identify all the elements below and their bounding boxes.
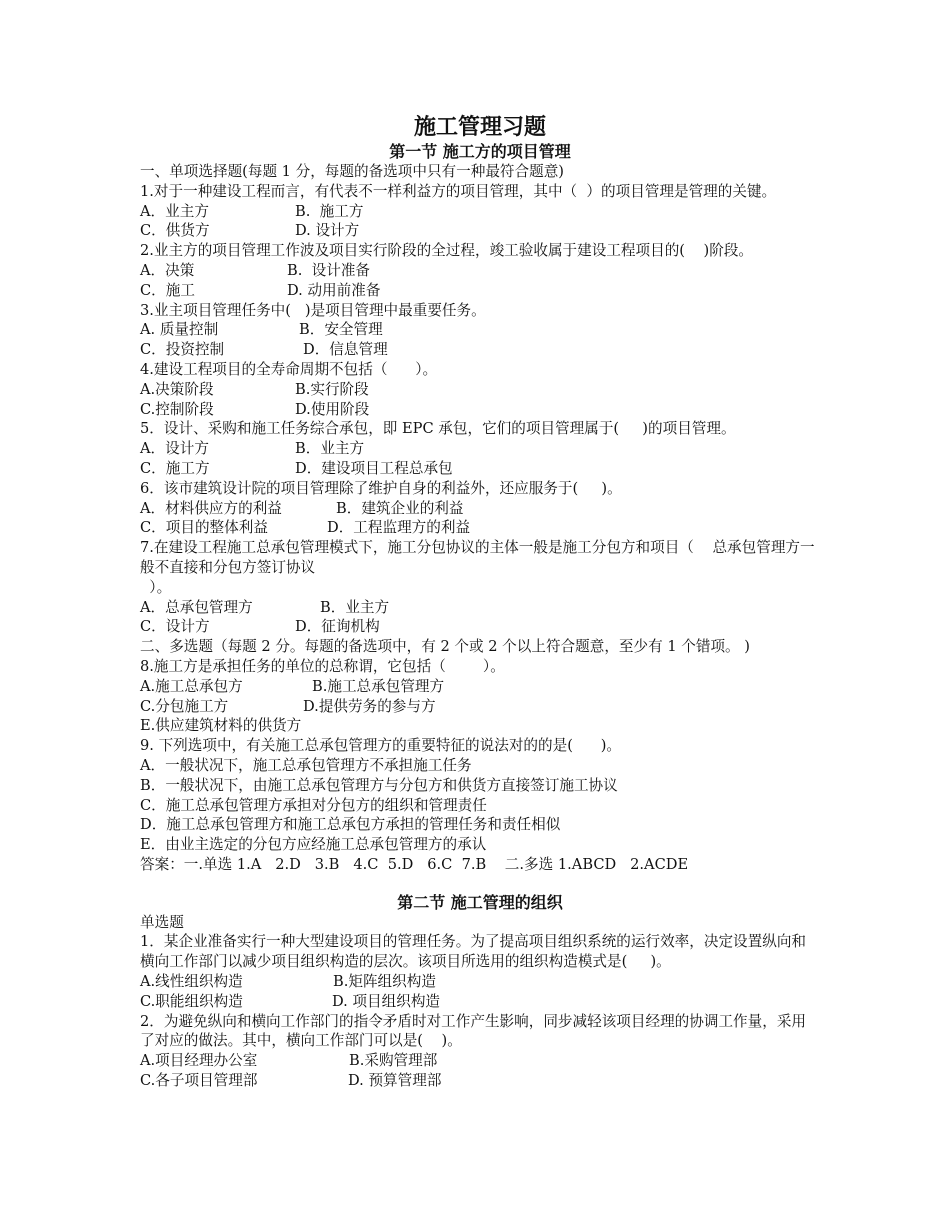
options-row [140,992,820,1012]
option-d: D. 动用前准备 [287,281,381,299]
options-row [140,499,820,519]
options-row [140,518,820,538]
options-row [140,459,820,479]
options-row [140,1051,820,1071]
question-7-end: ）。 [140,578,172,596]
option-d: D．信息管理 [303,341,388,359]
option-c: C.职能组织构造 [140,992,243,1010]
option-a: A. 质量控制 [140,321,219,339]
option-a: A.决策阶段 [140,380,214,398]
option-a: A．决策 [140,261,195,279]
section-1-heading: 第一节 施工方的项目管理 [389,142,571,161]
option-b: B．业主方 [320,598,390,616]
options-row [140,340,820,360]
option-c: C．供货方 [140,222,210,240]
document-page [140,112,820,1091]
option-c: C．设计方 [140,618,210,636]
option-a: A．一般状况下，施工总承包管理方不承担施工任务 [140,756,472,774]
options-row [140,617,820,637]
options-row [140,1071,820,1091]
option-a: A．业主方 [140,202,209,220]
question-1: 1．某企业准备实行一种大型建设项目的管理任务。为了提高项目组织系统的运行效率，决定设置纵向和横向工作部门以减少项目组织构造的层次。该项目所选用的组织构造模式是( )。 [140,933,807,971]
option-b: B.矩阵组织构造 [333,973,436,991]
question-7: 7.在建设工程施工总承包管理模式下，施工分包协议的主体一般是施工分包方和项目（ 总承包管理方一般不直接和分包方签订协议 [140,539,815,576]
part-1-instructions: 一、单项选择题(每题 1 分，每题的备选项中只有一种最符合题意) [140,163,564,180]
question-2: 2.业主方的项目管理工作波及项目实行阶段的全过程，竣工验收属于建设工程项目的( )阶段。 [140,242,754,260]
options-row [140,281,820,301]
option-a: A.施工总承包方 [140,677,243,695]
option-a: A．总承包管理方 [140,598,253,616]
question-3: 3.业主项目管理任务中( )是项目管理中最重要任务。 [140,301,486,319]
option-b: B．建筑企业的利益 [336,499,464,517]
question-8: 8.施工方是承担任务的单位的总称谓，它包括（ ）。 [140,657,505,675]
section-2-heading: 第二节 施工管理的组织 [397,892,563,912]
option-e: E.供应建筑材料的供货方 [140,717,302,735]
options-row [140,320,820,340]
answer-key: 答案：一.单选 1.A 2.D 3.B 4.C 5.D 6.C 7.B 二.多选 1.ABCD 2.ACDE [140,855,689,873]
option-d: D. 设计方 [295,222,360,240]
option-b: B. 施工方 [295,202,364,220]
options-row [140,598,820,618]
options-row [140,202,820,222]
question-2: 2．为避免纵向和横向工作部门的指令矛盾时对工作产生影响，同步减轻该项目经理的协调工作量，采用了对应的做法。其中，横向工作部门可以是( )。 [140,1012,807,1050]
options-row [140,972,820,992]
options-row [140,697,820,717]
options-row [140,439,820,459]
option-b: B.施工总承包管理方 [312,677,445,695]
option-c: C．施工 [140,281,195,299]
option-a: A.线性组织构造 [140,973,243,991]
option-b: B.实行阶段 [295,380,369,398]
option-b: B. 设计准备 [287,261,371,279]
part-2-instructions: 二、多选题（每题 2 分。每题的备选项中，有 2 个或 2 个以上符合题意，至少有 1 个错项。 ) [140,638,750,656]
options-row [140,380,820,400]
document-title: 施工管理习题 [413,114,546,140]
option-a: A．设计方 [140,440,209,458]
question-4: 4.建设工程项目的全寿命周期不包括（ ）。 [140,360,438,378]
option-d: D.提供劳务的参与方 [303,697,436,715]
option-c: C.分包施工方 [140,697,229,715]
option-b: B．安全管理 [299,321,383,339]
options-row [140,400,820,420]
option-a: A．材料供应方的利益 [140,499,282,517]
option-c: C.控制阶段 [140,400,214,418]
option-b: B．业主方 [295,440,365,458]
option-d: D.使用阶段 [295,400,370,418]
option-d: D. 预算管理部 [348,1072,442,1090]
question-6: 6．该市建筑设计院的项目管理除了维护自身的利益外，还应服务于( )。 [140,479,622,497]
option-a: A.项目经理办公室 [140,1052,258,1070]
option-d: D．建设项目工程总承包 [295,459,453,477]
option-b: B．一般状况下，由施工总承包管理方与分包方和供货方直接签订施工协议 [140,776,618,794]
option-c: C.各子项目管理部 [140,1072,258,1090]
option-c: C．施工方 [140,459,210,477]
question-5: 5．设计、采购和施工任务综合承包，即 EPC 承包，它们的项目管理属于( )的项目管理。 [140,420,736,438]
option-d: D．征询机构 [295,618,380,636]
option-d: D．工程监理方的利益 [327,519,471,537]
option-d: D．施工总承包管理方和施工总承包方承担的管理任务和责任相似 [140,816,561,834]
option-d: D. 项目组织构造 [332,992,441,1010]
option-e: E．由业主选定的分包方应经施工总承包管理方的承认 [140,836,487,854]
option-b: B.采购管理部 [349,1052,438,1070]
option-c: C．项目的整体利益 [140,519,268,537]
options-row [140,221,820,241]
option-c: C．投资控制 [140,341,225,359]
question-9: 9. 下列选项中，有关施工总承包管理方的重要特征的说法对的的是( )。 [140,737,622,755]
options-row [140,677,820,697]
question-1: 1.对于一种建设工程而言，有代表不一样利益方的项目管理，其中（ ）的项目管理是管理的关键。 [140,182,777,200]
option-c: C．施工总承包管理方承担对分包方的组织和管理责任 [140,796,487,814]
options-row [140,261,820,281]
part-label: 单选题 [140,913,184,931]
